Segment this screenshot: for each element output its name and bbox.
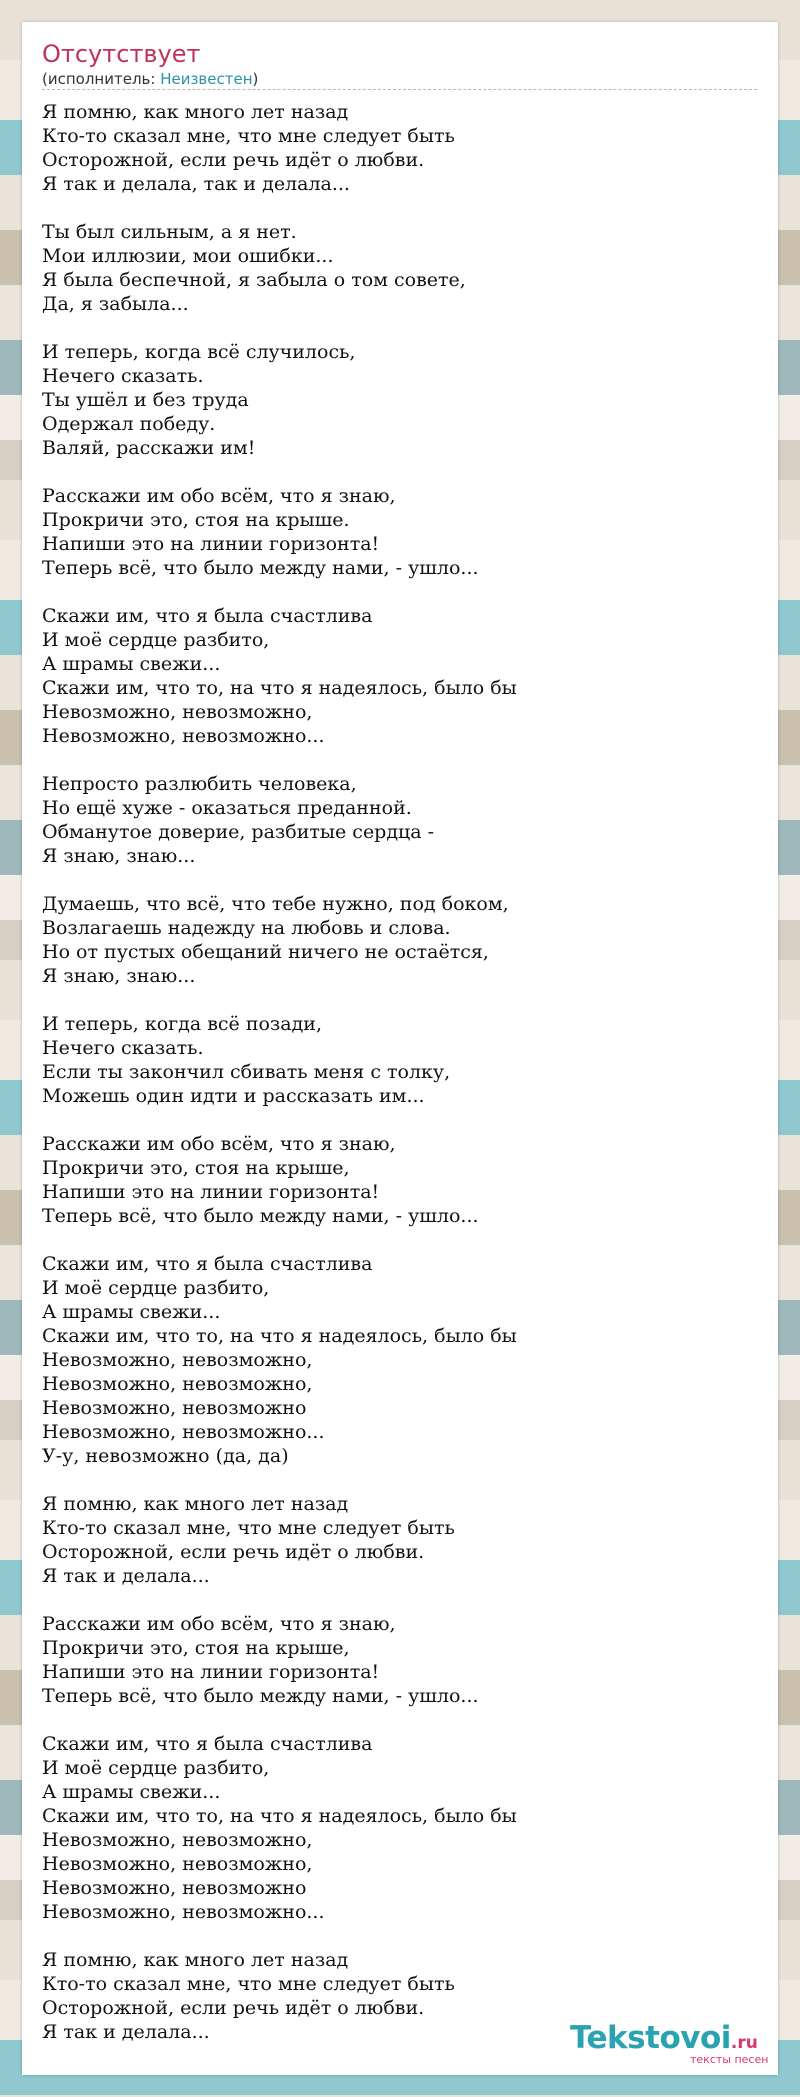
- lyrics-line: Скажи им, что я была счастлива: [42, 1733, 373, 1755]
- lyrics-line: Да, я забыла...: [42, 293, 189, 315]
- lyrics-line: Расскажи им обо всём, что я знаю,: [42, 1613, 396, 1635]
- lyrics-line: Скажи им, что я была счастлива: [42, 1253, 373, 1275]
- lyrics-line: Кто-то сказал мне, что мне следует быть: [42, 1973, 455, 1995]
- lyrics-line: Скажи им, что то, на что я надеялось, было бы: [42, 1805, 517, 1827]
- lyrics-line: Невозможно, невозможно,: [42, 701, 313, 723]
- lyrics-line: Ты ушёл и без труда: [42, 389, 249, 411]
- lyrics-stanza: [42, 1612, 762, 1708]
- lyrics-line: А шрамы свежи...: [42, 1301, 221, 1323]
- lyrics-line: Можешь один идти и рассказать им...: [42, 1085, 425, 1107]
- lyrics-line: И теперь, когда всё позади,: [42, 1013, 323, 1035]
- artist-prefix: (исполнитель:: [42, 70, 161, 88]
- lyrics-line: Я помню, как много лет назад: [42, 101, 349, 123]
- lyrics-line: Но от пустых обещаний ничего не остаётся,: [42, 941, 489, 963]
- lyrics-stanza: [42, 1012, 762, 1108]
- lyrics-line: Скажи им, что я была счастлива: [42, 605, 373, 627]
- lyrics-line: Напиши это на линии горизонта!: [42, 1661, 380, 1683]
- lyrics-line: Осторожной, если речь идёт о любви.: [42, 1541, 425, 1563]
- lyrics-line: У-у, невозможно (да, да): [42, 1445, 289, 1467]
- lyrics-stanza: [42, 1252, 762, 1468]
- lyrics-line: Непросто разлюбить человека,: [42, 773, 357, 795]
- lyrics-line: Я была беспечной, я забыла о том совете,: [42, 269, 466, 291]
- lyrics-stanza: [42, 1132, 762, 1228]
- lyrics-line: Нечего сказать.: [42, 1037, 204, 1059]
- lyrics-line: А шрамы свежи...: [42, 1781, 221, 1803]
- lyrics-line: Но ещё хуже - оказаться преданной.: [42, 797, 412, 819]
- lyrics-stanza: [42, 484, 762, 580]
- lyrics-line: Осторожной, если речь идёт о любви.: [42, 149, 425, 171]
- lyrics-line: Невозможно, невозможно...: [42, 725, 325, 747]
- lyrics-line: Валяй, расскажи им!: [42, 437, 256, 459]
- lyrics-line: Невозможно, невозможно,: [42, 1829, 313, 1851]
- lyrics-stanza: [42, 220, 762, 316]
- lyrics-line: Невозможно, невозможно...: [42, 1421, 325, 1443]
- lyrics-line: Невозможно, невозможно,: [42, 1853, 313, 1875]
- lyrics-line: Прокричи это, стоя на крыше,: [42, 1157, 350, 1179]
- lyrics-line: Если ты закончил сбивать меня с толку,: [42, 1061, 451, 1083]
- lyrics-line: Я помню, как много лет назад: [42, 1949, 349, 1971]
- lyrics-line: Я так и делала...: [42, 1565, 210, 1587]
- lyrics-line: Напиши это на линии горизонта!: [42, 533, 380, 555]
- lyrics-line: Я знаю, знаю...: [42, 965, 196, 987]
- lyrics-line: А шрамы свежи...: [42, 653, 221, 675]
- lyrics-line: Я так и делала...: [42, 2021, 210, 2043]
- lyrics-line: И моё сердце разбито,: [42, 1757, 270, 1779]
- artist-suffix: ): [252, 70, 259, 88]
- artist-link[interactable]: Неизвестен: [160, 70, 253, 88]
- lyrics-stanza: [42, 604, 762, 748]
- lyrics-line: Обманутое доверие, разбитые сердца -: [42, 821, 435, 843]
- lyrics-line: И моё сердце разбито,: [42, 1277, 270, 1299]
- logo-tld: .ru: [730, 2033, 758, 2053]
- lyrics-stanza: [42, 772, 762, 868]
- lyrics-stanza: [42, 1732, 762, 1924]
- lyrics-line: Расскажи им обо всём, что я знаю,: [42, 485, 396, 507]
- lyrics-text: [42, 100, 762, 2068]
- lyrics-stanza: [42, 340, 762, 460]
- lyrics-line: И моё сердце разбито,: [42, 629, 270, 651]
- lyrics-line: Прокричи это, стоя на крыше,: [42, 1637, 350, 1659]
- artist-line: [42, 70, 757, 90]
- lyrics-line: Я так и делала, так и делала...: [42, 173, 350, 195]
- lyrics-line: Я помню, как много лет назад: [42, 1493, 349, 1515]
- lyrics-line: Невозможно, невозможно: [42, 1877, 307, 1899]
- lyrics-line: Невозможно, невозможно,: [42, 1373, 313, 1395]
- lyrics-line: Кто-то сказал мне, что мне следует быть: [42, 125, 455, 147]
- lyrics-line: Скажи им, что то, на что я надеялось, было бы: [42, 1325, 517, 1347]
- song-title: Отсутствует: [42, 40, 201, 68]
- lyrics-line: Осторожной, если речь идёт о любви.: [42, 1997, 425, 2019]
- lyrics-line: Теперь всё, что было между нами, - ушло...: [42, 557, 479, 579]
- lyrics-line: Мои иллюзии, мои ошибки...: [42, 245, 334, 267]
- logo-tagline: тексты песен: [690, 2053, 769, 2066]
- lyrics-stanza: [42, 892, 762, 988]
- lyrics-line: Скажи им, что то, на что я надеялось, было бы: [42, 677, 517, 699]
- lyrics-line: Одержал победу.: [42, 413, 216, 435]
- lyrics-stanza: [42, 1492, 762, 1588]
- lyrics-line: Кто-то сказал мне, что мне следует быть: [42, 1517, 455, 1539]
- lyrics-line: Невозможно, невозможно...: [42, 1901, 325, 1923]
- lyrics-line: Ты был сильным, а я нет.: [42, 221, 297, 243]
- lyrics-line: И теперь, когда всё случилось,: [42, 341, 356, 363]
- lyrics-line: Напиши это на линии горизонта!: [42, 1181, 380, 1203]
- lyrics-line: Прокричи это, стоя на крыше.: [42, 509, 350, 531]
- lyrics-line: Невозможно, невозможно,: [42, 1349, 313, 1371]
- site-logo[interactable]: [570, 2021, 795, 2069]
- lyrics-line: Возлагаешь надежду на любовь и слова.: [42, 917, 451, 939]
- lyrics-line: Нечего сказать.: [42, 365, 204, 387]
- lyrics-stanza: [42, 100, 762, 196]
- lyrics-line: Расскажи им обо всём, что я знаю,: [42, 1133, 396, 1155]
- lyrics-line: Невозможно, невозможно: [42, 1397, 307, 1419]
- lyrics-line: Думаешь, что всё, что тебе нужно, под боком,: [42, 893, 509, 915]
- lyrics-line: Теперь всё, что было между нами, - ушло...: [42, 1685, 479, 1707]
- logo-name: Tekstovoi: [570, 2020, 731, 2056]
- lyrics-card: [22, 22, 778, 2075]
- lyrics-line: Я знаю, знаю...: [42, 845, 196, 867]
- lyrics-line: Теперь всё, что было между нами, - ушло...: [42, 1205, 479, 1227]
